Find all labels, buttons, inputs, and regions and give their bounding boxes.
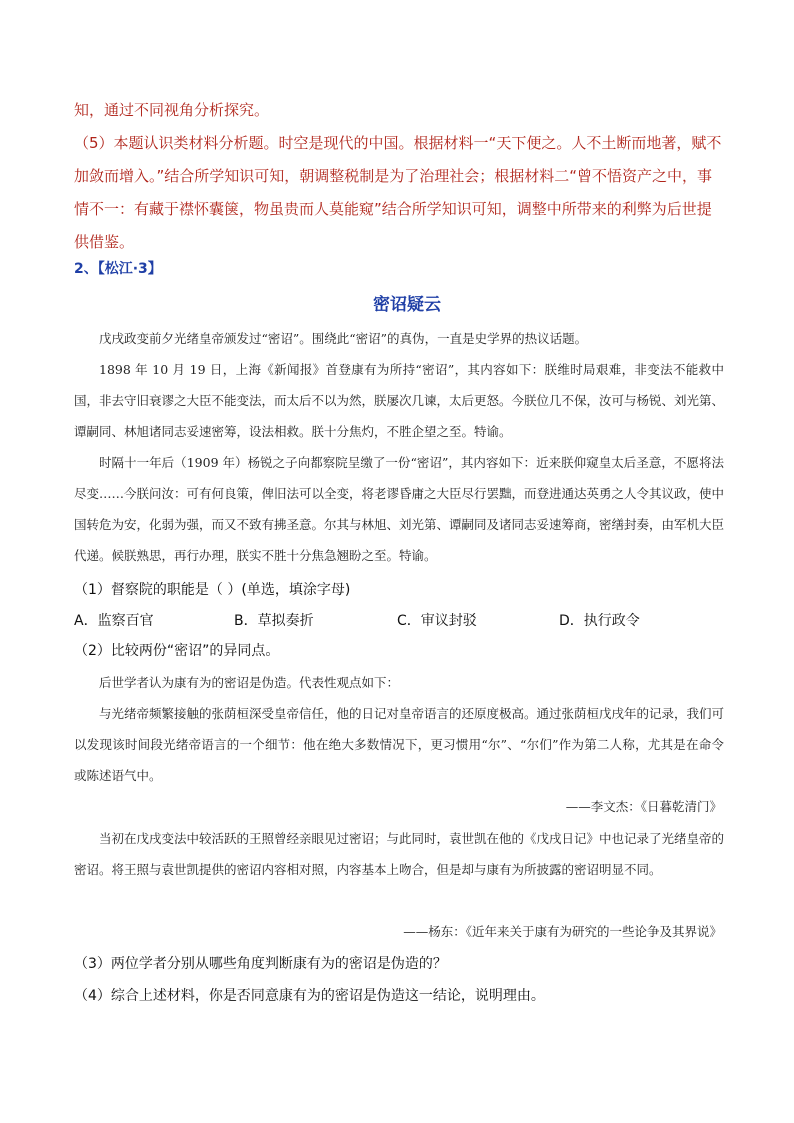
material-2 xyxy=(74,667,724,791)
question-2: （2）比较两份“密诏”的异同点。 xyxy=(74,643,280,659)
option-a[interactable]: A．监察百官 xyxy=(74,613,154,629)
material-1-para-2: 1898 年 10 月 19 日，上海《新闻报》首登康有为所持“密诏”，其内容如下：朕维时局艰难，非变法不能救中国，非去守旧衰谬之大臣不能变法，而太后不以为然，朕屡次几谏，太后更怒。今朕位几不保，汝可与杨锐、刘光第、谭嗣同、林旭诸同志妥速密筹，设法相救。朕十分焦灼，不胜企望之至。特谕。 xyxy=(74,362,725,439)
question-1: （1）督察院的职能是（ ）(单选，填涂字母) xyxy=(74,582,351,598)
answer-line-1: 知，通过不同视角分析探究。 xyxy=(74,101,270,119)
material-1 xyxy=(74,323,724,571)
source-citation-1: ——李文杰：《日暮乾清门》 xyxy=(565,799,722,814)
material-2-para: 与光绪帝频繁接触的张荫桓深受皇帝信任，他的日记对皇帝语言的还原度极高。通过张荫桓戊戌年的记录，我们可以发现该时间段光绪帝语言的一个细节：他在绝大多数情况下，更习惯用“尔”、“尔们”作为第二人称，尤其是在命令或陈述语气中。 xyxy=(74,706,725,783)
option-c[interactable]: C．审议封驳 xyxy=(397,613,477,629)
question-4: （4）综合上述材料，你是否同意康有为的密诏是伪造这一结论，说明理由。 xyxy=(74,988,545,1004)
option-d[interactable]: D．执行政令 xyxy=(559,613,640,629)
material-1-para-1: 戊戌政变前夕光绪皇帝颁发过“密诏”。围绕此“密诏”的真伪，一直是史学界的热议话题。 xyxy=(99,331,588,346)
question-3: （3）两位学者分别从哪些角度判断康有为的密诏是伪造的？ xyxy=(74,956,447,972)
source-citation-2: ——杨东：《近年来关于康有为研究的一些论争及其界说》 xyxy=(403,924,722,939)
question-header: 2、【松江·3】 xyxy=(74,261,162,277)
material-3-para: 当初在戊戌变法中较活跃的王照曾经亲眼见过密诏；与此同时，袁世凯在他的《戊戌日记》中也记录了光绪皇帝的密诏。将王照与袁世凯提供的密诏内容相对照，内容基本上吻合，但是却与康有为所披露的密诏明显不同。 xyxy=(74,831,725,877)
answer-part-5: （5）本题认识类材料分析题。时空是现代的中国。根据材料一“天下便之。人不土断而地著，赋不加敛而增入。”结合所学知识可知，朝调整税制是为了治理社会；根据材料二“曾不悟资产之中，事情不一：有藏于襟怀囊箧，物虽贵而人莫能窥”结合所学知识可知，调整中所带来的利弊为后世提供借鉴。 xyxy=(74,134,722,251)
question-title: 密诏疑云 xyxy=(373,295,441,315)
material-3 xyxy=(74,823,724,885)
option-b[interactable]: B．草拟奏折 xyxy=(234,613,314,629)
answer-analysis xyxy=(74,94,724,259)
material-1-para-3: 时隔十一年后（1909 年）杨锐之子向都察院呈缴了一份“密诏”，其内容如下：近来朕仰窥皇太后圣意，不愿将法尽变……今朕问汝：可有何良策，俾旧法可以全变，将老谬昏庸之大臣尽行罢黜，而登进通达英勇之人令其议政，使中国转危为安，化弱为强，而又不致有拂圣意。尔其与林旭、刘光第、谭嗣同及诸同志妥速筹商，密缮封奏，由军机大臣代递。候朕熟思，再行办理，朕实不胜十分焦急翘盼之至。特谕。 xyxy=(74,455,725,563)
material-2-intro: 后世学者认为康有为的密诏是伪造。代表性观点如下： xyxy=(99,675,400,690)
